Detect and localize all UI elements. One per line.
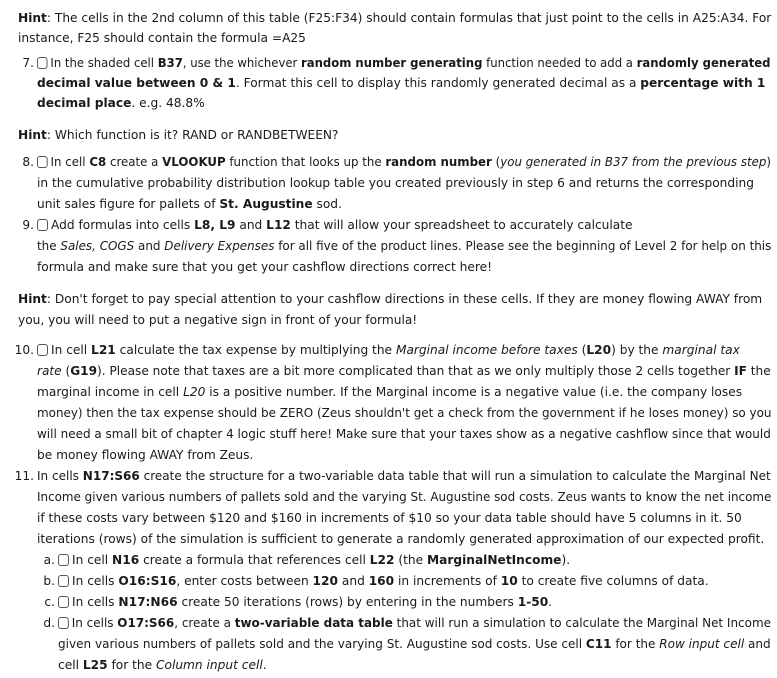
item-11d-line-3: cell L25 for the Column input cell. bbox=[58, 658, 267, 672]
item-11a-line: In cell N16 create a formula that references cell L22 (the MarginalNetIncome). bbox=[58, 550, 570, 570]
hint-label: Hint bbox=[18, 11, 47, 25]
hint-text: : Which function is it? RAND or RANDBETWEEN? bbox=[46, 128, 339, 142]
checkbox-icon[interactable] bbox=[58, 575, 69, 587]
hint-text: : The cells in the 2nd column of this table (F25:F34) should contain formulas that just point to the cells in A25:A34. For bbox=[46, 11, 772, 25]
hint-2 bbox=[18, 125, 339, 145]
subitem-letter: d. bbox=[43, 616, 55, 630]
item-10-line-6: be money flowing AWAY from Zeus. bbox=[37, 448, 254, 462]
checkbox-icon[interactable] bbox=[58, 554, 69, 566]
hint-label: Hint bbox=[18, 292, 47, 306]
checkbox-icon[interactable] bbox=[58, 617, 69, 629]
checkbox-icon[interactable] bbox=[58, 596, 69, 608]
item-8-line-3: unit sales figure for pallets of St. Augustine sod. bbox=[37, 197, 342, 211]
item-8-line-1: In cell C8 create a VLOOKUP function that looks up the random number (you generated in B37 from the previous step) bbox=[37, 152, 771, 172]
checkbox-icon[interactable] bbox=[37, 344, 48, 356]
item-number: 10. bbox=[14, 343, 34, 357]
hint-1-line-1 bbox=[18, 8, 771, 28]
item-number: 7. bbox=[22, 56, 34, 70]
item-9-line-3: formula and make sure that you get your cashflow directions correct here! bbox=[37, 260, 492, 274]
item-11-line-4: iterations (rows) of the simulation is sufficient to generate a randomly generated approximation of our expected profit. bbox=[37, 532, 765, 546]
item-11-line-1: In cells N17:S66 create the structure for a two-variable data table that will run a simulation to calculate the Marginal Net bbox=[37, 469, 771, 483]
item-7-line-3: decimal place. e.g. 48.8% bbox=[37, 96, 205, 110]
item-8-line-2: in the cumulative probability distribution lookup table you created previously in step 6 and returns the corresponding bbox=[37, 176, 754, 190]
item-10-line-4: money) then the tax expense should be ZERO (Zeus shouldn't get a check from the government if he loses money) so you bbox=[37, 406, 772, 420]
item-9-line-2: the Sales, COGS and Delivery Expenses for all five of the product lines. Please see the beginning of Level 2 for help on this bbox=[37, 239, 772, 253]
checkbox-icon[interactable] bbox=[37, 219, 48, 231]
hint-3-line-2 bbox=[18, 310, 417, 330]
item-10-line-5: will need a small bit of chapter 4 logic stuff here! Make sure that your taxes show as a negative cashflow since that would bbox=[37, 427, 771, 441]
item-7-line-2: decimal value between 0 & 1. Format this cell to display this randomly generated decimal as a percentage with 1 bbox=[37, 76, 766, 90]
subitem-letter: b. bbox=[43, 574, 55, 588]
item-10-line-3: marginal income in cell L20 is a positive number. If the Marginal income is a negative value (i.e. the company loses bbox=[37, 385, 743, 399]
item-number: 9. bbox=[22, 218, 34, 232]
item-number: 8. bbox=[22, 155, 34, 169]
item-11d-line-2: given various numbers of pallets sold and the varying St. Augustine sod costs. Use cell C11 for the Row input cell and bbox=[58, 637, 771, 651]
item-11d-line-1: In cells O17:S66, create a two-variable data table that will run a simulation to calculate the Marginal Net Income bbox=[58, 613, 771, 633]
item-10-line-2: rate (G19). Please note that taxes are a bit more complicated than that as we only multiply those 2 cells together IF the bbox=[37, 364, 771, 378]
hint-label: Hint bbox=[18, 128, 47, 142]
item-11-line-2: Income given various numbers of pallets sold and the varying St. Augustine sod costs. Zeus wants to know the net income bbox=[37, 490, 772, 504]
item-10-line-1: In cell L21 calculate the tax expense by multiplying the Marginal income before taxes (L20) by the marginal tax bbox=[37, 340, 740, 360]
item-7-line-1: In the shaded cell B37, use the whichever random number generating function needed to add a randomly generated bbox=[37, 53, 770, 73]
checkbox-icon[interactable] bbox=[37, 57, 48, 69]
hint-1-line-2 bbox=[18, 28, 306, 48]
hint-text: instance, F25 should contain the formula =A25 bbox=[18, 31, 306, 45]
subitem-letter: c. bbox=[44, 595, 55, 609]
hint-text: you, you will need to put a negative sign in front of your formula! bbox=[18, 313, 418, 327]
subitem-letter: a. bbox=[43, 553, 55, 567]
item-11c-line: In cells N17:N66 create 50 iterations (rows) by entering in the numbers 1-50. bbox=[58, 592, 552, 612]
checkbox-icon[interactable] bbox=[37, 156, 48, 168]
hint-text: : Don't forget to pay special attention to your cashflow directions in these cells. If they are money flowing AWAY from bbox=[46, 292, 763, 306]
item-11-line-3: if these costs vary between $120 and $160 in increments of $10 so your data table should have 5 columns in it. 50 bbox=[37, 511, 742, 525]
item-9-line-1: Add formulas into cells L8, L9 and L12 that will allow your spreadsheet to accurately calculate bbox=[37, 215, 633, 235]
hint-3-line-1 bbox=[18, 289, 762, 309]
item-number: 11. bbox=[14, 469, 34, 483]
item-11b-line: In cells O16:S16, enter costs between 120 and 160 in increments of 10 to create five columns of data. bbox=[58, 571, 709, 591]
